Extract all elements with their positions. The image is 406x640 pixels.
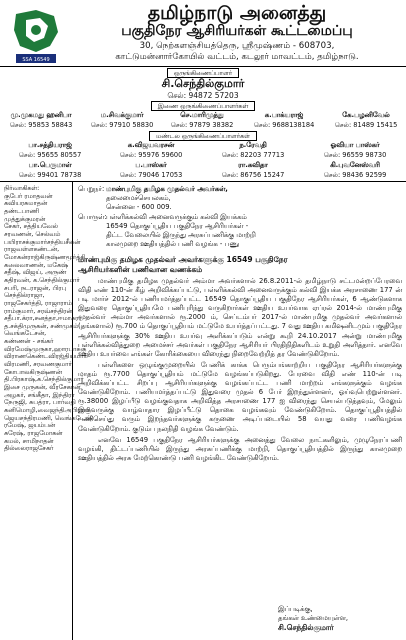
sidebar-line: விரமணி, சரவணகுமார் xyxy=(4,360,72,369)
subject-key: பொருள்: xyxy=(78,213,107,221)
address-line-1: 30, நெற்களஞ்சியத்தெரு, ஸ்ரீமுஷ்ணம் - 608703, xyxy=(139,41,335,51)
district-coordinators-label: மண்டல ஒருங்கிணைப்பாளர்கள் xyxy=(0,131,406,141)
district-coordinator-name: ப.பாஸ்கர் xyxy=(135,161,167,169)
sidebar-line: த.சக்திமுருகன், சண்முகம் xyxy=(4,321,79,330)
recipient-line-1: மாண்புமிகு தமிழக முதல்வர் அவர்கள், xyxy=(106,185,228,193)
district-coordinator-phone: செல்: 96559 98730 xyxy=(323,151,387,159)
joint-coordinators-names-row xyxy=(0,111,406,120)
sidebar-line: விராணகெண்டவிரஜ்தியமார் xyxy=(4,352,87,361)
letter-salutation xyxy=(78,255,402,275)
sidebar-line: கவியரசுமாதன் xyxy=(4,199,48,208)
organization-logo-icon xyxy=(6,6,66,66)
state-coordinator-label: ஒருங்கிணைப்பாளர் xyxy=(0,68,406,78)
letter-paragraph-2: பள்ளிகளை ஒழுங்குமுறையில் பேணிக் காக்க பெரும்பங்காற்றிய பகுதிநேர ஆசிரியர்களுக்கு மாதம் ரூ.7700 தொகுப்பூதியம் மட்டுமே வழங்கப்படுகிறது. பேரவை விதி எண் 110-ன் படி அறிவிக்கப்பட்ட சிறப்பு ஆசிரியர்களுக்கு வழங்கப்பட்ட பணி மாற்றம் எங்களுக்கும் வழங்க வேண்டுகிறோம். பணியமர்த்தப்பட்டு இதுவரை முதல் 6 பேர் இறந்துள்ளனர், ஓய்வுபெற்றுள்ளனர். ரூ.38000 இழப்பீடு வழங்குவதாக அறிவித்த அரசாணை 177 ஐ விரைந்து செயல்படுத்தவும், மேலும் இருவருக்கு வாழ்வாதார இழப்பீட்டு தொகை வழங்கவும் வேண்டுகிறோம். தொகுப்பூதியத்தில் பணிசெய்து வரும் இறந்தவர்களுக்கு கருணை அடிப்படையில் 58 வயது வரை பணிவழங்க வேண்டுகிறோம். குடும்ப நலநிதி வழங்க வேண்டும். xyxy=(78,360,402,433)
joint-coordinator-name: க.பாக்யராஜ் xyxy=(264,111,304,119)
district-coordinator-name: கி.புவனேஸ்வரி xyxy=(330,161,380,169)
sidebar-line: கலைவாணன், மகேஷ் xyxy=(4,260,69,269)
sidebar-line: ராம்குமார், சரவ்சந்திரன் xyxy=(4,306,73,315)
sidebar-line: தண்டபாணி xyxy=(4,206,39,215)
recipient-key: பெறுநர்: xyxy=(78,185,105,193)
letter-paragraph-1: மாண்புமிகு தமிழக முதல்வர் அம்மா அவர்களால் 26.8.2011-ல் தமிழ்நாடு சட்டமன்றப்பேரவை விதி எண் 110-ன் கீழ் அறிவிக்கப்பட்டு, பள்ளிக்கல்வி அனைவருக்கும் கல்வி இயக்க அரசாணை 177 ன் படி மார்ச் 2012-ல் பணியமர்த்தப்பட்ட 16549 தொகுப்பூதிய பகுதிநேர ஆசிரியர்கள், 6 ஆண்டுகளாக இதுவரை தொகுப்பூதியமே பணிபுரிந்து வருகிறார்கள் ஊதிய உயர்வாக ஏப்ரல் 2014-ல் மாண்புமிகு முதல்வர் அம்மா அவர்களால் ரூ.2000 ம், செப்டம்பர் 2017-ல் மாண்புமிகு முதல்வர் அவர்களால் (தங்களால்) ரூ.700 ம் தொகுப்பூதியம் மட்டுமே உயர்த்தப்பட்டது. 7 வது ஊதிய கமிஷனிடமும் பகுதிநேர ஆசிரியர்களுக்கு 30% ஊதிய உயர்வு அளிக்கப்படும் என்று கூறி 24.10.2017 அன்று மாண்புமிகு பள்ளிக்கல்வித்துறை அமைச்சர் அவர்கள் பகுதிநேர ஆசிரியர் பிரதிநிதிகளிடம் உறுதி அளித்தார். எனவே ஊதிய உயர்வை எங்கள் கோரிக்கையை விரைந்து நிறைவேற்றித் தர வேண்டுகிறோம். xyxy=(78,277,402,358)
signatory-name: சி.செந்தில்குமார் xyxy=(278,623,334,632)
district-coordinator-name: ரா.கவிதா xyxy=(238,161,268,169)
joint-coordinator-name: செ.மாரிமுத்து xyxy=(180,111,224,119)
subject-line-1: பள்ளிக்கல்வி அனைவருக்கும் கல்வி இயக்கம் xyxy=(106,213,247,221)
sidebar-line: கனிமொழி,வைஜந்திஅபிராமி xyxy=(4,406,91,415)
sidebar-line: தில்லைராஜசேகர் xyxy=(4,444,54,453)
organization-title: தமிழ்நாடு அனைத்து xyxy=(147,2,327,24)
subject-line-3: திட்ட வேலையில் இருந்து அரசுப்பணிக்கு மாற்றி xyxy=(106,231,256,239)
sidebar-line: சதீபா.க்ரா,சனத்தா,ஈமாசுரா xyxy=(4,314,82,323)
state-coordinator-name: சி.செந்தில்குமார் xyxy=(161,77,245,90)
district-coordinator-phone: செல்: 79046 17053 xyxy=(119,171,183,179)
district-coordinator-phone: செல்: 98436 92599 xyxy=(323,171,387,179)
address-line-2: காட்டுமன்னார்கோயில் வட்டம், கடலூர் மாவட்டம், தமிழ்நாடு. xyxy=(115,52,359,62)
joint-coordinator-phone: செல்: 95853 58843 xyxy=(9,121,73,129)
sidebar-line: வெங்கடேசன், xyxy=(4,329,47,338)
subject-line-4: காலமுறை ஊதியத்தில் பணி வழங்க - பணு xyxy=(106,240,240,248)
joint-coordinator-phone: செல்: 97910 58830 xyxy=(90,121,154,129)
sidebar-line: சதீஷ், விஜய், அருண் xyxy=(4,268,67,277)
sidebar-line: மோகன்ராஜ்கிருஷ்ணமூர்த்தி xyxy=(4,252,86,261)
closing-line-2: தங்கள் உண்மையுள்ள, xyxy=(278,614,348,622)
contacts-divider xyxy=(0,181,406,182)
district-coordinator-phone: செல்: 95976 59600 xyxy=(119,151,183,159)
subject-line-2: 16549 தொகுப்பூதிய பகுதிநேர ஆசிரியர்கள் - xyxy=(106,222,249,230)
recipient-line-3: சென்னை - 600 009. xyxy=(106,203,172,211)
sidebar-line: பயிராசக்குமார்சந்தியசீலன் xyxy=(4,237,81,246)
district-coordinator-phone: செல்: 86756 15247 xyxy=(221,171,285,179)
sidebar-line: கதிரவன், க.செந்தில்குமார் xyxy=(4,275,80,284)
state-coordinator-phone: செல்: 94872 57203 xyxy=(167,91,239,100)
sidebar-line: கண்ணன் - சங்கர் xyxy=(4,337,54,346)
logo-text: SSA 16549 xyxy=(22,57,50,63)
sidebar-line: சபரி, நடராஜன், பிரபு xyxy=(4,283,67,292)
sidebar-line: ராஜவள்ளகண்டன், xyxy=(4,245,60,254)
header-divider xyxy=(0,66,406,67)
sidebar-line: ஜெயசந்திரமணி, வெங்கடேஷ் xyxy=(4,413,93,422)
sidebar-line: முத்துக்குமரன் xyxy=(4,214,46,223)
joint-coordinator-phone: செல்: 97879 38382 xyxy=(170,121,234,129)
sidebar-line: ராஜசேகர்த்தி, ராஜாராம் xyxy=(4,298,73,307)
salutation-line-1: மாண்புமிகு தமிழக முதல்வர் அவர்களுக்கு 16549 பகுதிநேர xyxy=(78,255,288,264)
recipient-line-2: தலைமைச்செயலகம், xyxy=(106,194,171,202)
recipient-block xyxy=(78,185,402,212)
joint-coordinators-phones-row xyxy=(0,121,406,129)
joint-coordinators-label: இணை ஒருங்கிணைப்பாளர்கள் xyxy=(0,101,406,111)
joint-coordinator-name: ம.சிவக்குமார் xyxy=(100,111,144,119)
sidebar-line: சுரேஷ், ராஜமோகன் xyxy=(4,429,63,437)
sidebar-line: கமல், சாமிநாதன் xyxy=(4,436,54,445)
sidebar-line: சரவணன், செல்வம் xyxy=(4,229,61,238)
joint-coordinator-name: மு.முகமது ஹனிபா xyxy=(10,111,72,119)
salutation-line-2: ஆசிரியர்களின் பணிவான வணக்கம் xyxy=(78,265,203,274)
district-coordinator-name: ந.ரேவதி xyxy=(239,141,267,149)
district-coordinators-names-row-2 xyxy=(0,161,406,170)
sidebar-line: சேகர், சத்தியவேல் xyxy=(4,222,58,231)
letter-paragraph-3: எனவே 16549 பகுதிநேர ஆசிரியர்களுக்கு அனைத்து வேலை நாட்களிலும், முழுநேரப்பணி வழங்கி, திட்டப்பணியில் இருந்து அரசுப்பணிக்கு மாற்றி, தொகுப்பூதியத்தில் இருந்து காலமுறை ஊதியத்தில் அரசு மேற்கொண்டு பணி வழங்கிட வேண்டுகிறோம். xyxy=(78,435,402,462)
sidebar-line: இசை முருகன், வீரசேகரன் xyxy=(4,383,81,392)
district-coordinator-name: க.விஜயவரசன் xyxy=(127,141,175,149)
sidebar-line: குபேர் ரமாதவன் xyxy=(4,191,53,200)
sidebar-line: செந்தில்ராஜா, xyxy=(4,291,45,300)
joint-coordinator-phone: செல்: 9688138184 xyxy=(253,121,315,129)
sidebar-line: கோபாலகிருஷ்ணன் xyxy=(4,367,63,376)
organization-logo xyxy=(6,6,66,66)
closing-line-1: இப்படிக்கு, xyxy=(278,605,313,613)
organization-subtitle: பகுதிநேர ஆசிரியர்கள் கூட்டமைப்பு xyxy=(121,23,353,39)
sidebar-heading: நிர்வாகிகள்: xyxy=(4,184,40,192)
district-coordinator-phone: செல்: 95655 80557 xyxy=(18,151,82,159)
district-coordinators-phones-row-2 xyxy=(0,171,406,179)
joint-coordinator-phone: செல்: 81489 15415 xyxy=(334,121,398,129)
district-coordinator-name: ஓவியா பாஸ்கர் xyxy=(330,141,380,149)
letter-closing xyxy=(78,605,402,632)
district-coordinators-phones-row-1 xyxy=(0,151,406,159)
district-coordinator-name: பா.சத்தியராஜ் xyxy=(28,141,72,149)
sidebar-line: தி.பிரகாஷ்,க.செந்தில்குமார் xyxy=(4,375,84,384)
subject-block xyxy=(78,213,402,249)
district-coordinator-name: பா.பெருமாள் xyxy=(28,161,72,169)
sidebar-line: விரமேஷ்முருகா,ஹாரபாசுகு xyxy=(4,344,87,353)
sidebar-line: நேருஜி, சுபத்ரா, பார்வதி xyxy=(4,398,76,407)
sidebar-line: அழகர், சங்கீதா, இந்திரா xyxy=(4,390,75,399)
district-coordinator-phone: செல்: 99401 78738 xyxy=(18,171,82,179)
letter-body xyxy=(78,185,402,635)
joint-coordinator-name: கே.பழனிவேல் xyxy=(342,111,390,119)
district-coordinator-phone: செல்: 82203 77713 xyxy=(221,151,285,159)
sidebar-line: ரமேஷ், ஜயம்பன் xyxy=(4,421,56,430)
district-coordinators-names-row-1 xyxy=(0,141,406,150)
